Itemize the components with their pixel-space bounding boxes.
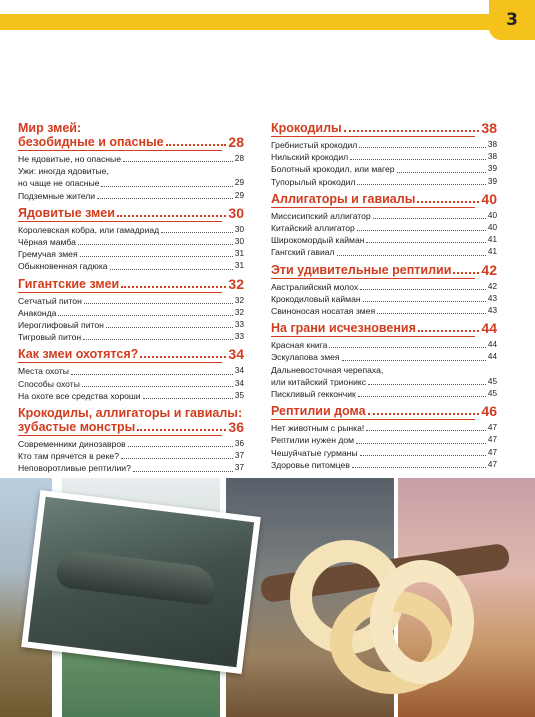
- item-text: Миссисипский аллигатор: [271, 210, 371, 221]
- item-page: 33: [234, 332, 244, 342]
- toc-section-title[interactable]: [271, 321, 497, 335]
- item-page: 44: [487, 340, 497, 350]
- section-title: Крокодилы: [271, 121, 342, 135]
- item-page: 29: [234, 178, 244, 188]
- toc-item[interactable]: [271, 459, 497, 471]
- toc-item[interactable]: [271, 151, 497, 163]
- item-page: 32: [234, 307, 244, 317]
- section-title: Рептилии дома: [271, 404, 366, 419]
- section-title: Гигантские змеи: [18, 276, 120, 291]
- item-text: На охоте все средства хороши: [18, 390, 141, 401]
- section-page: 34: [228, 346, 244, 363]
- item-page: 28: [234, 154, 244, 163]
- item-page: 30: [234, 237, 244, 247]
- item-page: 31: [234, 261, 244, 271]
- item-page: 40: [487, 210, 497, 220]
- item-page: 41: [487, 247, 497, 257]
- toc-item[interactable]: [18, 165, 244, 189]
- toc-section-title[interactable]: [18, 121, 244, 149]
- toc-item[interactable]: [271, 246, 497, 258]
- top-yellow-bar: [0, 14, 535, 30]
- item-text: Ужи: иногда ядовитые,: [18, 166, 109, 177]
- item-text: Крокодиловый кайман: [271, 293, 361, 304]
- item-page: 38: [487, 140, 497, 149]
- item-page: 39: [487, 164, 497, 174]
- toc-item[interactable]: [18, 153, 244, 165]
- section-page: 44: [481, 320, 497, 337]
- item-page: 31: [234, 249, 244, 259]
- section-page: 28: [228, 134, 244, 150]
- item-page: 44: [487, 352, 497, 362]
- toc-section-title[interactable]: [271, 404, 497, 418]
- item-text: Гангский гавиал: [271, 247, 335, 258]
- toc-item[interactable]: [271, 434, 497, 446]
- toc-section-title[interactable]: [18, 406, 244, 434]
- item-page: 35: [234, 390, 244, 400]
- item-text: Эскулапова змея: [271, 352, 340, 363]
- section-page: 36: [228, 419, 244, 436]
- section-page: 42: [481, 261, 497, 278]
- item-text: Обыкновенная гадюка: [18, 261, 108, 272]
- toc-item[interactable]: [271, 281, 497, 293]
- item-text: Чёрная мамба: [18, 237, 76, 248]
- item-page: 47: [487, 459, 497, 469]
- toc-item[interactable]: [271, 388, 497, 400]
- toc-item[interactable]: [271, 351, 497, 363]
- section-title: Аллигаторы и гавиалы: [271, 191, 416, 206]
- toc-item[interactable]: [18, 260, 244, 272]
- item-text: или китайский трионикс: [271, 376, 367, 387]
- toc-item[interactable]: [18, 295, 244, 307]
- item-page: 34: [234, 366, 244, 376]
- item-page: 47: [487, 447, 497, 457]
- toc-item[interactable]: [18, 462, 244, 474]
- item-page: 29: [234, 190, 244, 200]
- toc-item[interactable]: [18, 307, 244, 319]
- section-title: На грани исчезновения: [271, 321, 416, 336]
- toc-section-title[interactable]: [271, 263, 497, 277]
- item-text: Королевская кобра, или гамадриад: [18, 224, 160, 235]
- toc-item[interactable]: [18, 224, 244, 236]
- toc-item[interactable]: [271, 339, 497, 351]
- item-page: 41: [487, 235, 497, 245]
- item-text: Болотный крокодил, или магер: [271, 164, 395, 175]
- item-page: 33: [234, 320, 244, 330]
- item-page: 32: [234, 295, 244, 305]
- item-text: Кто там прячется в реке?: [18, 451, 119, 462]
- toc-item[interactable]: [18, 390, 244, 402]
- python-coil-image: [370, 560, 474, 684]
- section-title-line: зубастые монстры: [18, 420, 136, 435]
- item-page: 34: [234, 378, 244, 388]
- item-text: Рептилии нужен дом: [271, 435, 355, 446]
- toc-item[interactable]: [271, 163, 497, 175]
- toc-item[interactable]: [271, 234, 497, 246]
- section-page: 30: [228, 204, 244, 221]
- item-text: Здоровье питомцев: [271, 459, 350, 470]
- item-text: Гребнистый крокодил: [271, 140, 358, 150]
- item-text: Пискливый геккончик: [271, 389, 356, 400]
- toc-section-title[interactable]: [271, 192, 497, 206]
- item-text: Гремучая змея: [18, 249, 78, 260]
- item-page: 43: [487, 293, 497, 303]
- item-page: 36: [234, 439, 244, 449]
- crocodile-shape: [55, 549, 218, 606]
- crocodile-photo: [28, 497, 254, 668]
- toc-right-column: [271, 118, 497, 475]
- item-text: Тупорылый крокодил: [271, 176, 356, 187]
- toc-item[interactable]: [271, 447, 497, 459]
- section-page: 40: [481, 190, 497, 207]
- item-text: Сетчатый питон: [18, 295, 82, 306]
- item-text: Подземные жители: [18, 190, 96, 201]
- toc-item[interactable]: [18, 331, 244, 343]
- toc-item[interactable]: [18, 190, 244, 202]
- item-text: Нет животным с рынка!: [271, 423, 365, 434]
- item-text: Широкомордый кайман: [271, 235, 365, 246]
- toc-item[interactable]: [271, 364, 497, 388]
- toc-item[interactable]: [18, 365, 244, 377]
- toc-item[interactable]: [18, 248, 244, 260]
- section-title-line: безобидные и опасные: [18, 135, 164, 149]
- item-page: 45: [487, 389, 497, 399]
- crocodile-photo-card: [21, 490, 261, 674]
- item-text: Нильский крокодил: [271, 152, 349, 163]
- section-page: 38: [481, 120, 497, 136]
- item-text: Не ядовитые, но опасные: [18, 154, 121, 164]
- item-text: Неповоротливые рептилии?: [18, 463, 131, 474]
- item-page: 37: [234, 451, 244, 461]
- toc-item[interactable]: [18, 450, 244, 462]
- toc-item[interactable]: [18, 438, 244, 450]
- toc-section-title[interactable]: [18, 347, 244, 361]
- section-page: 32: [228, 275, 244, 292]
- item-page: 37: [234, 463, 244, 473]
- item-text: Австралийский молох: [271, 281, 359, 292]
- toc-item[interactable]: [18, 236, 244, 248]
- toc-section-title[interactable]: [271, 121, 497, 135]
- item-text: Анаконда: [18, 307, 57, 318]
- section-title-line: Мир змей:: [18, 121, 82, 135]
- item-text: Китайский аллигатор: [271, 223, 355, 234]
- item-text: Красная книга: [271, 340, 328, 351]
- toc-item[interactable]: [271, 176, 497, 188]
- section-page: 46: [481, 403, 497, 420]
- toc-item[interactable]: [18, 378, 244, 390]
- item-page: 40: [487, 223, 497, 233]
- page-number: 3: [489, 0, 535, 40]
- item-page: 42: [487, 281, 497, 291]
- item-page: 47: [487, 435, 497, 445]
- item-text: Места охоты: [18, 366, 69, 377]
- toc-item[interactable]: [18, 319, 244, 331]
- toc-item[interactable]: [271, 293, 497, 305]
- section-title: Как змеи охотятся?: [18, 347, 139, 362]
- item-text: Дальневосточная черепаха,: [271, 364, 384, 375]
- toc-section-title[interactable]: [18, 206, 244, 220]
- toc-item[interactable]: [271, 422, 497, 434]
- item-text: но чаще не опасные: [18, 178, 100, 189]
- item-page: 45: [487, 376, 497, 386]
- item-page: 38: [487, 152, 497, 162]
- item-text: Способы охоты: [18, 378, 80, 389]
- toc-item[interactable]: [271, 139, 497, 151]
- item-text: Современники динозавров: [18, 439, 126, 450]
- toc-item[interactable]: [271, 222, 497, 234]
- toc-left-column: [18, 118, 244, 479]
- item-text: Иероглифовый питон: [18, 320, 104, 331]
- item-page: 39: [487, 176, 497, 186]
- item-page: 30: [234, 224, 244, 234]
- section-title: Эти удивительные рептилии: [271, 262, 452, 277]
- item-text: Чешуйчатые гурманы: [271, 447, 358, 458]
- item-page: 43: [487, 306, 497, 316]
- toc-item[interactable]: [271, 210, 497, 222]
- toc-item[interactable]: [271, 305, 497, 317]
- item-text: Тигровый питон: [18, 332, 82, 343]
- item-page: 47: [487, 423, 497, 433]
- toc-section-title[interactable]: [18, 277, 244, 291]
- section-title: Ядовитые змеи: [18, 205, 115, 220]
- item-text: Свиноносая носатая змея: [271, 306, 376, 317]
- section-title-line: Крокодилы, аллигаторы и гавиалы:: [18, 406, 243, 421]
